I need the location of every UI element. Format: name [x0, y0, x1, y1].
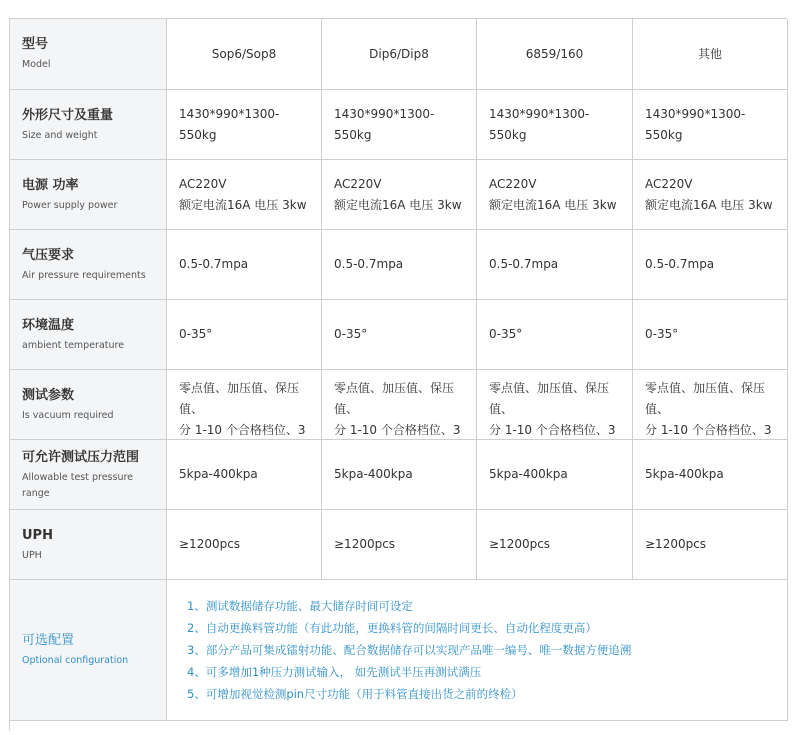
row-label-size-weight	[10, 90, 167, 160]
value-cell	[633, 160, 788, 230]
value-cell	[633, 510, 788, 580]
row-label-zh: 测试参数	[22, 387, 75, 403]
options-label-en: Optional configuration	[22, 655, 129, 666]
value-line: 0.5-0.7mpa	[645, 257, 715, 271]
option-item: 2、自动更换料管功能（有此功能，更换料管的间隔时间更长、自动化程度更高）	[187, 621, 597, 635]
row-label-en: Size and weight	[22, 129, 98, 141]
value-cell	[477, 160, 633, 230]
value-cell	[477, 510, 633, 580]
value-line: 0-35°	[179, 327, 213, 341]
option-item: 1、测试数据储存功能、最大储存时间可设定	[187, 599, 413, 613]
value-line: 5kpa-400kpa	[645, 467, 724, 481]
row-label-power-supply	[10, 160, 167, 230]
value-cell	[633, 230, 788, 300]
value-cell	[167, 160, 322, 230]
value-line: 额定电流16A 电压 3kw	[489, 197, 617, 212]
options-label-zh: 可选配置	[22, 633, 75, 648]
value-cell	[322, 440, 477, 510]
value-line: ≥1200pcs	[645, 537, 707, 551]
value-cell	[167, 230, 322, 300]
value-line: 0-35°	[489, 327, 523, 341]
value-line: 5kpa-400kpa	[179, 467, 258, 481]
row-label-uph	[10, 510, 167, 580]
value-line: 0-35°	[334, 327, 368, 341]
value-line: 零点值、加压值、保压值、	[179, 381, 300, 416]
value-cell	[322, 370, 477, 440]
optional-configuration-label	[10, 580, 167, 721]
value-line: 分 1-10 个合格档位、3	[179, 423, 306, 437]
value-line: 分 1-10 个合格档位、3	[489, 423, 616, 437]
row-label-air-pressure	[10, 230, 167, 300]
value-cell	[322, 300, 477, 370]
value-cell	[477, 440, 633, 510]
option-item: 5、可增加视觉检测pin尺寸功能（用于料管直接出货之前的终检）	[187, 687, 523, 701]
value-line: ≥1200pcs	[179, 537, 241, 551]
value-line: 1430*990*1300-550kg	[645, 106, 746, 142]
value-cell	[322, 160, 477, 230]
value-cell	[322, 90, 477, 160]
value-line: AC220V	[334, 176, 382, 191]
value-cell	[477, 230, 633, 300]
row-label-test-parameters	[10, 370, 167, 440]
value-cell	[167, 370, 322, 440]
optional-configuration-list	[167, 580, 788, 721]
value-line: 额定电流16A 电压 3kw	[645, 197, 773, 212]
value-line: AC220V	[645, 176, 693, 191]
value-cell	[633, 370, 788, 440]
value-cell	[633, 440, 788, 510]
value-line: 额定电流16A 电压 3kw	[179, 197, 307, 212]
spec-table	[9, 18, 787, 730]
value-cell	[633, 90, 788, 160]
value-cell	[633, 300, 788, 370]
row-label-zh: 气压要求	[22, 247, 75, 263]
row-label-zh: UPH	[22, 527, 53, 543]
value-line: 零点值、加压值、保压值、	[334, 381, 455, 416]
value-line: 分 1-10 个合格档位、3	[645, 423, 772, 437]
value-line: AC220V	[179, 176, 227, 191]
value-cell	[477, 90, 633, 160]
value-line: ≥1200pcs	[334, 537, 396, 551]
value-line: 零点值、加压值、保压值、	[645, 381, 766, 416]
row-label-en: Allowable test pressure range	[22, 471, 134, 499]
value-cell	[477, 300, 633, 370]
value-line: ≥1200pcs	[489, 537, 551, 551]
value-line: 0.5-0.7mpa	[179, 257, 249, 271]
option-item: 3、部分产品可集成镭射功能、配合数据储存可以实现产品唯一编号、唯一数据方便追溯	[187, 643, 632, 657]
row-label-zh: 电源 功率	[22, 177, 79, 193]
value-line: 5kpa-400kpa	[334, 467, 413, 481]
value-cell	[322, 230, 477, 300]
row-label-en: UPH	[22, 549, 42, 561]
value-cell	[167, 90, 322, 160]
row-label-en: Power supply power	[22, 199, 118, 211]
value-line: 1430*990*1300-550kg	[179, 106, 280, 142]
model-header-2: Dip6/Dip8	[322, 19, 477, 90]
model-header-3: 6859/160	[477, 19, 633, 90]
value-line: 0.5-0.7mpa	[334, 257, 404, 271]
header-label-cell	[10, 19, 167, 90]
value-line: AC220V	[489, 176, 537, 191]
model-label-en: Model	[22, 59, 51, 70]
row-label-zh: 可允许测试压力范围	[22, 449, 140, 465]
value-cell	[167, 300, 322, 370]
value-line: 分 1-10 个合格档位、3	[334, 423, 461, 437]
row-label-zh: 外形尺寸及重量	[22, 107, 114, 123]
value-line: 0.5-0.7mpa	[489, 257, 559, 271]
value-line: 1430*990*1300-550kg	[489, 106, 590, 142]
model-label-zh: 型号	[22, 37, 49, 52]
row-label-pressure-range	[10, 440, 167, 510]
row-label-zh: 环境温度	[22, 317, 75, 333]
row-label-en: Is vacuum required	[22, 409, 114, 421]
row-label-en: ambient temperature	[22, 339, 125, 351]
row-label-en: Air pressure requirements	[22, 269, 146, 281]
value-cell	[167, 510, 322, 580]
row-label-ambient-temperature	[10, 300, 167, 370]
option-item: 4、可多增加1种压力测试输入， 如先测试半压再测试满压	[187, 665, 482, 679]
model-header-1: Sop6/Sop8	[167, 19, 322, 90]
value-cell	[322, 510, 477, 580]
value-line: 额定电流16A 电压 3kw	[334, 197, 462, 212]
value-line: 0-35°	[645, 327, 679, 341]
value-cell	[477, 370, 633, 440]
value-line: 5kpa-400kpa	[489, 467, 568, 481]
value-cell	[167, 440, 322, 510]
value-line: 1430*990*1300-550kg	[334, 106, 435, 142]
value-line: 零点值、加压值、保压值、	[489, 381, 610, 416]
model-header-4: 其他	[633, 19, 788, 90]
